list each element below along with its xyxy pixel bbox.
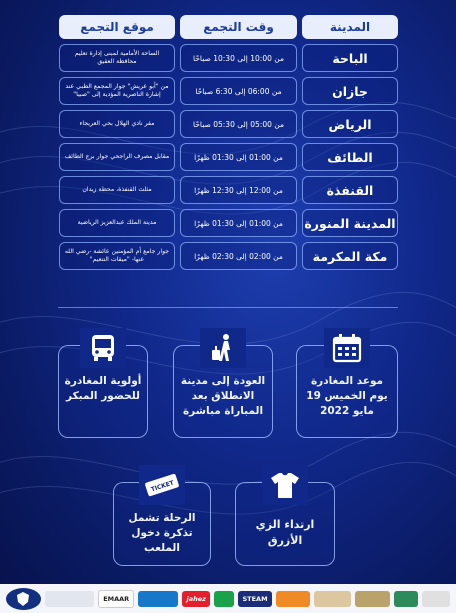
location-cell: مثلث القنفذة، محطة زيدان (59, 176, 175, 204)
sponsor-jahez: jahez (182, 591, 209, 607)
card-ticket-text: الرحلة تشمل تذكرة دخول الملعب (128, 512, 196, 555)
location-cell: جوار جامع أم المؤمنين عائشة -رضي الله عنها- "ميقات التنعيم" (59, 242, 175, 270)
partner-logo (214, 591, 235, 607)
header-time: وقت التجمع (180, 15, 297, 39)
time-cell: من 10:00 إلى 10:30 صباحًا (180, 44, 297, 72)
partner-logo (314, 591, 351, 607)
city-cell: الباحة (302, 44, 398, 72)
sponsor-emaar: EMAAR (98, 590, 134, 608)
time-cell: من 12:00 إلى 12:30 ظهرًا (180, 176, 297, 204)
partner-logo (422, 591, 450, 607)
card-priority-text: أولوية المغادرة للحضور المبكر (64, 375, 142, 403)
gathering-table (54, 15, 398, 275)
table-row (54, 110, 398, 138)
table-row (54, 77, 398, 105)
time-cell: من 06:00 إلى 6:30 صباحًا (180, 77, 297, 105)
city-cell: الطائف (302, 143, 398, 171)
partner-logo (355, 591, 390, 607)
time-cell: من 02:00 إلى 02:30 ظهرًا (180, 242, 297, 270)
location-cell: الساحة الأمامية لمبنى إدارة تعليم محافظة العقيق (59, 44, 175, 72)
partner-logo (276, 591, 311, 607)
card-return (173, 345, 273, 438)
sponsor-steam: STEAM (238, 591, 271, 607)
partner-logo (138, 591, 178, 607)
location-cell: مدينة الملك عبدالعزيز الرياضية (59, 209, 175, 237)
table-row (54, 143, 398, 171)
card-departure-text: موعد المغادرة يوم الخميس 19 مايو 2022 (306, 375, 388, 418)
time-cell: من 01:00 إلى 01:30 ظهرًا (180, 209, 297, 237)
header-city: المدينة (302, 15, 398, 39)
city-cell: القنفذة (302, 176, 398, 204)
club-crest-icon (6, 588, 41, 610)
card-ticket (113, 479, 211, 566)
section-divider (58, 307, 398, 308)
ticket-icon-label: TICKET (150, 479, 175, 494)
sponsor-strip (0, 584, 456, 613)
card-dress (235, 482, 335, 566)
ticket-icon (139, 465, 185, 505)
bus-icon (80, 328, 126, 368)
card-dress-text: ارتداء الزي الأزرق (255, 518, 315, 547)
location-cell: من "أبو عريش" جوار المجمع الطبي عند إشارة الناصرية المؤدية إلى "صبيا" (59, 77, 175, 105)
card-return-text: العودة إلى مدينة الانطلاق بعد المباراة مباشرة (180, 375, 266, 418)
city-cell: مكة المكرمة (302, 242, 398, 270)
city-cell: الرياض (302, 110, 398, 138)
table-row (54, 209, 398, 237)
location-cell: مقر نادي الهلال بحي العريجاء (59, 110, 175, 138)
location-cell: مقابل مصرف الراجحي جوار برج الطائف (59, 143, 175, 171)
table-row (54, 176, 398, 204)
table-header (54, 15, 398, 39)
card-departure (296, 345, 398, 438)
calendar-icon (324, 328, 370, 368)
header-location: موقع التجمع (59, 15, 175, 39)
tshirt-icon (262, 465, 308, 505)
card-priority (58, 345, 148, 438)
partner-logo (45, 591, 94, 607)
city-cell: المدينة المنورة (302, 209, 398, 237)
traveler-luggage-icon (200, 328, 246, 368)
time-cell: من 05:00 إلى 05:30 صباحًا (180, 110, 297, 138)
time-cell: من 01:00 إلى 01:30 ظهرًا (180, 143, 297, 171)
table-row (54, 242, 398, 270)
partner-logo (394, 591, 418, 607)
city-cell: جازان (302, 77, 398, 105)
table-row (54, 44, 398, 72)
